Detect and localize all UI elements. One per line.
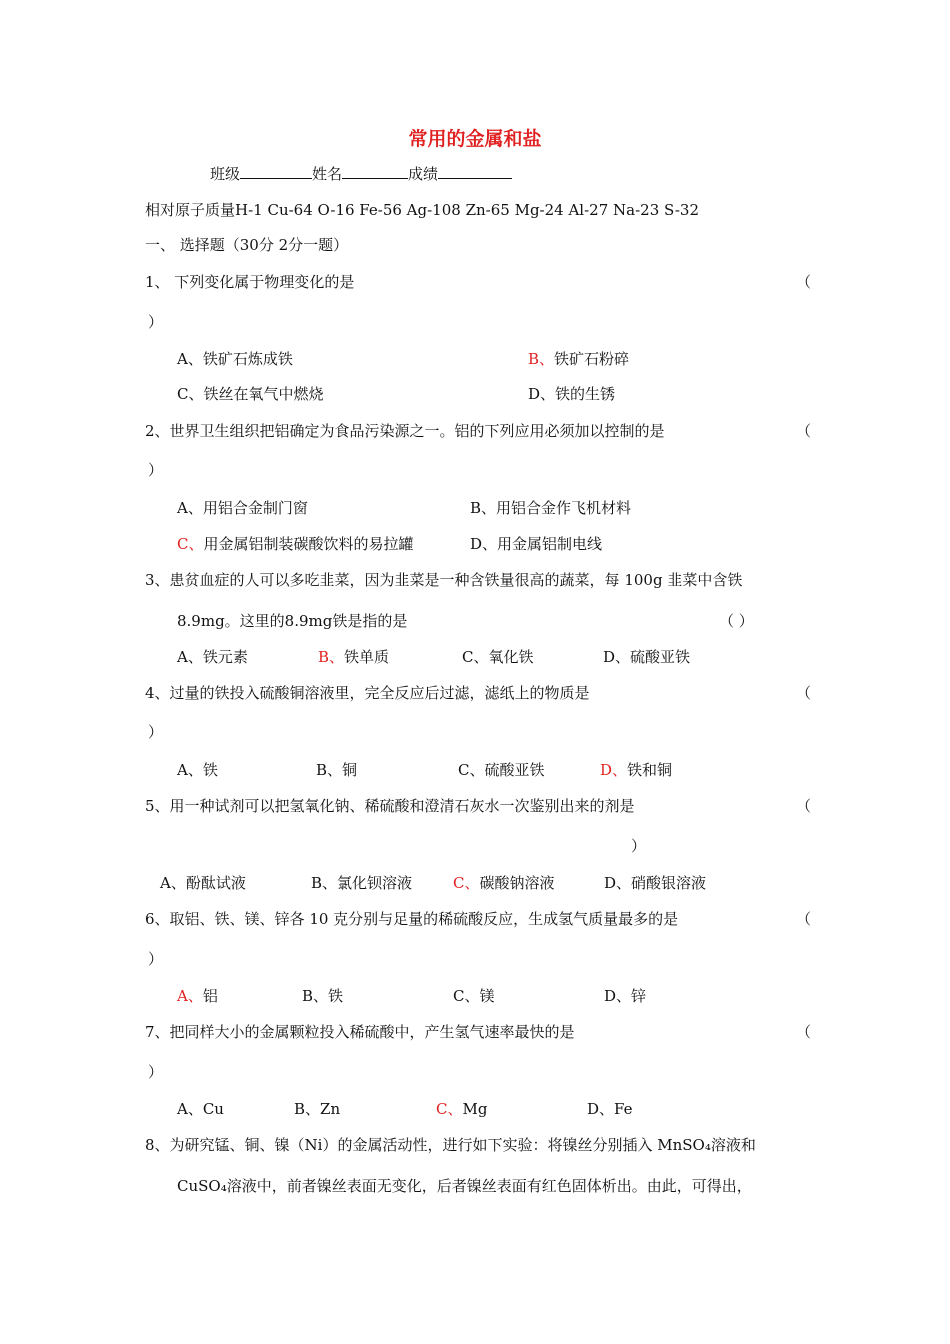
q3-option-b <box>318 647 389 667</box>
question-8-stem: 8、为研究锰、铜、镍（Ni）的金属活动性，进行如下实验：将镍丝分别插入 MnSO₄溶液和 <box>145 1136 756 1154</box>
q1-option-a: A、铁矿石炼成铁 <box>177 350 293 368</box>
question-2-stem: 2、世界卫生组织把铝确定为食品污染源之一。铝的下列应用必须加以控制的是 <box>145 422 665 440</box>
q3-answer-marker: B、 <box>318 648 345 666</box>
q7-option-b: B、Zn <box>294 1100 341 1118</box>
name-blank[interactable] <box>342 164 408 179</box>
answer-paren-open: （ <box>796 422 812 440</box>
q4-option-d <box>600 760 672 780</box>
q1-option-b <box>528 349 629 369</box>
q2-option-b: B、用铝合金作飞机材料 <box>470 499 632 517</box>
score-blank[interactable] <box>438 164 512 179</box>
section-header: 一、 选择题（30分 2分一题） <box>145 236 349 254</box>
answer-paren-close: ） <box>148 313 164 331</box>
question-8-stem-continued: CuSO₄溶液中，前者镍丝表面无变化，后者镍丝表面有红色固体析出。由此，可得出， <box>177 1177 752 1195</box>
q4-option-c: C、硫酸亚铁 <box>458 761 545 779</box>
q1-option-b-text: 铁矿石粉碎 <box>554 350 630 368</box>
answer-paren-open: （ <box>796 910 812 928</box>
q2-option-c <box>177 534 414 554</box>
q1-option-c: C、铁丝在氧气中燃烧 <box>177 385 324 403</box>
question-3-stem: 3、患贫血症的人可以多吃韭菜，因为韭菜是一种含铁量很高的蔬菜，每 100g 韭菜中含铁 <box>145 571 743 589</box>
q7-option-d: D、Fe <box>587 1100 633 1118</box>
answer-paren-close: ） <box>631 837 647 855</box>
answer-paren-close: ） <box>148 950 164 968</box>
q2-answer-marker: C、 <box>177 535 204 553</box>
q5-option-c-text: 碳酸钠溶液 <box>479 874 555 892</box>
q6-option-d: D、锌 <box>604 987 647 1005</box>
question-5-stem: 5、用一种试剂可以把氢氧化钠、稀硫酸和澄清石灰水一次鉴别出来的剂是 <box>145 797 635 815</box>
answer-paren-open: （ <box>796 797 812 815</box>
q6-option-a-text: 铝 <box>202 987 218 1005</box>
q6-option-c: C、镁 <box>453 987 495 1005</box>
answer-paren-open: （ <box>796 273 812 291</box>
answer-paren-close: ） <box>148 1063 164 1081</box>
question-7-stem: 7、把同样大小的金属颗粒投入稀硫酸中，产生氢气速率最快的是 <box>145 1023 575 1041</box>
q4-option-d-text: 铁和铜 <box>627 761 673 779</box>
answer-paren-open: （ <box>796 1023 812 1041</box>
question-4-stem: 4、过量的铁投入硫酸铜溶液里，完全反应后过滤，滤纸上的物质是 <box>145 684 590 702</box>
q3-option-a: A、铁元素 <box>177 648 248 666</box>
page-title: 常用的金属和盐 <box>408 128 542 150</box>
q2-option-c-text: 用金属铝制装碳酸饮料的易拉罐 <box>203 535 414 553</box>
q3-option-d: D、硫酸亚铁 <box>603 648 691 666</box>
q5-option-d: D、硝酸银溶液 <box>604 874 707 892</box>
question-1-stem: 1、 下列变化属于物理变化的是 <box>145 273 355 291</box>
q4-answer-marker: D、 <box>600 761 628 779</box>
student-info-row <box>210 164 512 184</box>
q4-option-a: A、铁 <box>177 761 218 779</box>
q5-option-a: A、酚酞试液 <box>160 874 246 892</box>
q1-answer-marker: B、 <box>528 350 555 368</box>
score-label: 成绩 <box>408 165 439 183</box>
q7-option-c <box>436 1099 487 1119</box>
q4-option-b: B、铜 <box>316 761 358 779</box>
answer-paren-close: ） <box>148 461 164 479</box>
q6-option-a <box>177 986 218 1006</box>
q5-option-c <box>453 873 555 893</box>
answer-paren-close: ） <box>148 723 164 741</box>
question-6-stem: 6、取铝、铁、镁、锌各 10 克分别与足量的稀硫酸反应，生成氢气质量最多的是 <box>145 910 679 928</box>
q7-answer-marker: C、 <box>436 1100 463 1118</box>
q7-option-c-text: Mg <box>462 1100 488 1118</box>
answer-paren-open: （ <box>796 684 812 702</box>
q6-option-b: B、铁 <box>302 987 344 1005</box>
class-blank[interactable] <box>240 164 312 179</box>
q5-option-b: B、氯化钡溶液 <box>311 874 413 892</box>
q1-option-d: D、铁的生锈 <box>528 385 616 403</box>
q3-option-b-text: 铁单质 <box>344 648 390 666</box>
q3-option-c: C、氧化铁 <box>462 648 534 666</box>
q5-answer-marker: C、 <box>453 874 480 892</box>
name-label: 姓名 <box>312 165 343 183</box>
q2-option-a: A、用铝合金制门窗 <box>177 499 308 517</box>
question-3-stem-continued: 8.9mg。这里的8.9mg铁是指的是 <box>177 612 408 630</box>
q7-option-a: A、Cu <box>177 1100 224 1118</box>
q2-option-d: D、用金属铝制电线 <box>470 535 603 553</box>
class-label: 班级 <box>210 165 241 183</box>
answer-paren: （ ） <box>719 612 754 630</box>
q6-answer-marker: A、 <box>177 987 203 1005</box>
atomic-masses: 相对原子质量H-1 Cu-64 O-16 Fe-56 Ag-108 Zn-65 Mg-24 Al-27 Na-23 S-32 <box>145 201 699 219</box>
